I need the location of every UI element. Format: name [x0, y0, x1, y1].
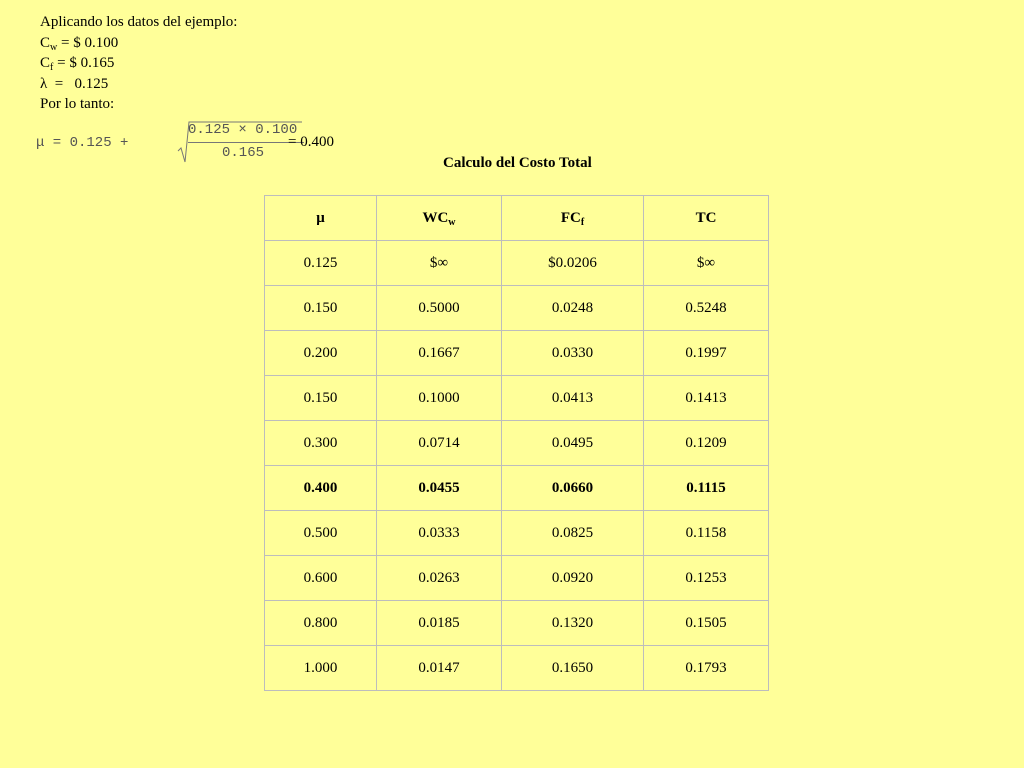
intro-text: [40, 12, 237, 115]
table-row: [265, 331, 769, 376]
table-header-row: [265, 196, 769, 241]
cell-fc: 0.1650: [502, 646, 644, 691]
cell-fc: 0.0825: [502, 511, 644, 556]
cf-subscript: f: [50, 62, 54, 73]
cell-wc: 0.0714: [377, 421, 502, 466]
header-mu: μ: [265, 196, 377, 241]
cell-mu: 0.150: [265, 376, 377, 421]
cell-wc: 0.0263: [377, 556, 502, 601]
lambda-line: [40, 74, 237, 95]
table-row: [265, 241, 769, 286]
cell-tc: 0.1793: [644, 646, 769, 691]
cell-fc: 0.0413: [502, 376, 644, 421]
cell-fc: 0.0330: [502, 331, 644, 376]
cell-mu: 0.500: [265, 511, 377, 556]
table-row: [265, 421, 769, 466]
cf-line: [40, 53, 237, 74]
formula-lhs: μ = 0.125 +: [36, 135, 129, 151]
cell-tc: 0.1158: [644, 511, 769, 556]
cell-tc: 0.5248: [644, 286, 769, 331]
cell-tc: 0.1997: [644, 331, 769, 376]
cell-wc: 0.0333: [377, 511, 502, 556]
cell-mu: 0.400: [265, 466, 377, 511]
cell-fc: 0.0920: [502, 556, 644, 601]
cell-mu: 0.600: [265, 556, 377, 601]
cell-tc: 0.1253: [644, 556, 769, 601]
cell-wc: 0.1667: [377, 331, 502, 376]
cw-subscript: w: [50, 41, 58, 53]
table-row: [265, 376, 769, 421]
cell-fc: 0.0660: [502, 466, 644, 511]
header-fc: $FC_f$: [502, 196, 644, 241]
cell-mu: 1.000: [265, 646, 377, 691]
cell-mu: 0.300: [265, 421, 377, 466]
cell-wc: 0.0455: [377, 466, 502, 511]
formula-denominator: 0.165: [222, 145, 265, 161]
cell-tc: 0.1115: [644, 466, 769, 511]
cell-fc: 0.0495: [502, 421, 644, 466]
table-title: Calculo del Costo Total: [443, 155, 592, 171]
table-row: [265, 511, 769, 556]
cw-line: [40, 33, 237, 54]
lambda-value: = 0.125: [47, 75, 109, 92]
mu-formula: [36, 120, 356, 168]
header-tc: TC: [644, 196, 769, 241]
cell-wc: 0.0147: [377, 646, 502, 691]
cell-tc: 0.1505: [644, 601, 769, 646]
table-row: [265, 646, 769, 691]
therefore-line: Por lo tanto:: [40, 96, 115, 112]
formula-numerator: 0.125 × 0.100: [188, 122, 298, 138]
lambda-symbol: λ: [40, 75, 48, 92]
cell-fc: 0.1320: [502, 601, 644, 646]
cell-tc: $∞: [644, 241, 769, 286]
cell-mu: 0.800: [265, 601, 377, 646]
header-wc: $WC_w$: [377, 196, 502, 241]
cell-wc: 0.5000: [377, 286, 502, 331]
cell-mu: 0.150: [265, 286, 377, 331]
cell-wc: $∞: [377, 241, 502, 286]
cw-value: = $ 0.100: [57, 34, 119, 51]
table-row: [265, 286, 769, 331]
cell-tc: 0.1413: [644, 376, 769, 421]
cw-symbol: C: [40, 34, 51, 51]
table-row-optimal: [265, 466, 769, 511]
cf-value: = $ 0.165: [53, 55, 115, 71]
cell-fc: 0.0248: [502, 286, 644, 331]
cell-tc: 0.1209: [644, 421, 769, 466]
cf-symbol: C: [40, 55, 51, 71]
cell-mu: 0.200: [265, 331, 377, 376]
table-row: [265, 556, 769, 601]
cell-wc: 0.0185: [377, 601, 502, 646]
table-row: [265, 601, 769, 646]
cell-fc: $0.0206: [502, 241, 644, 286]
formula-result: = 0.400: [288, 134, 334, 150]
total-cost-table: [264, 195, 769, 691]
cell-wc: 0.1000: [377, 376, 502, 421]
cell-mu: 0.125: [265, 241, 377, 286]
fraction-bar: [188, 142, 304, 143]
intro-heading: Aplicando los datos del ejemplo:: [40, 14, 238, 30]
